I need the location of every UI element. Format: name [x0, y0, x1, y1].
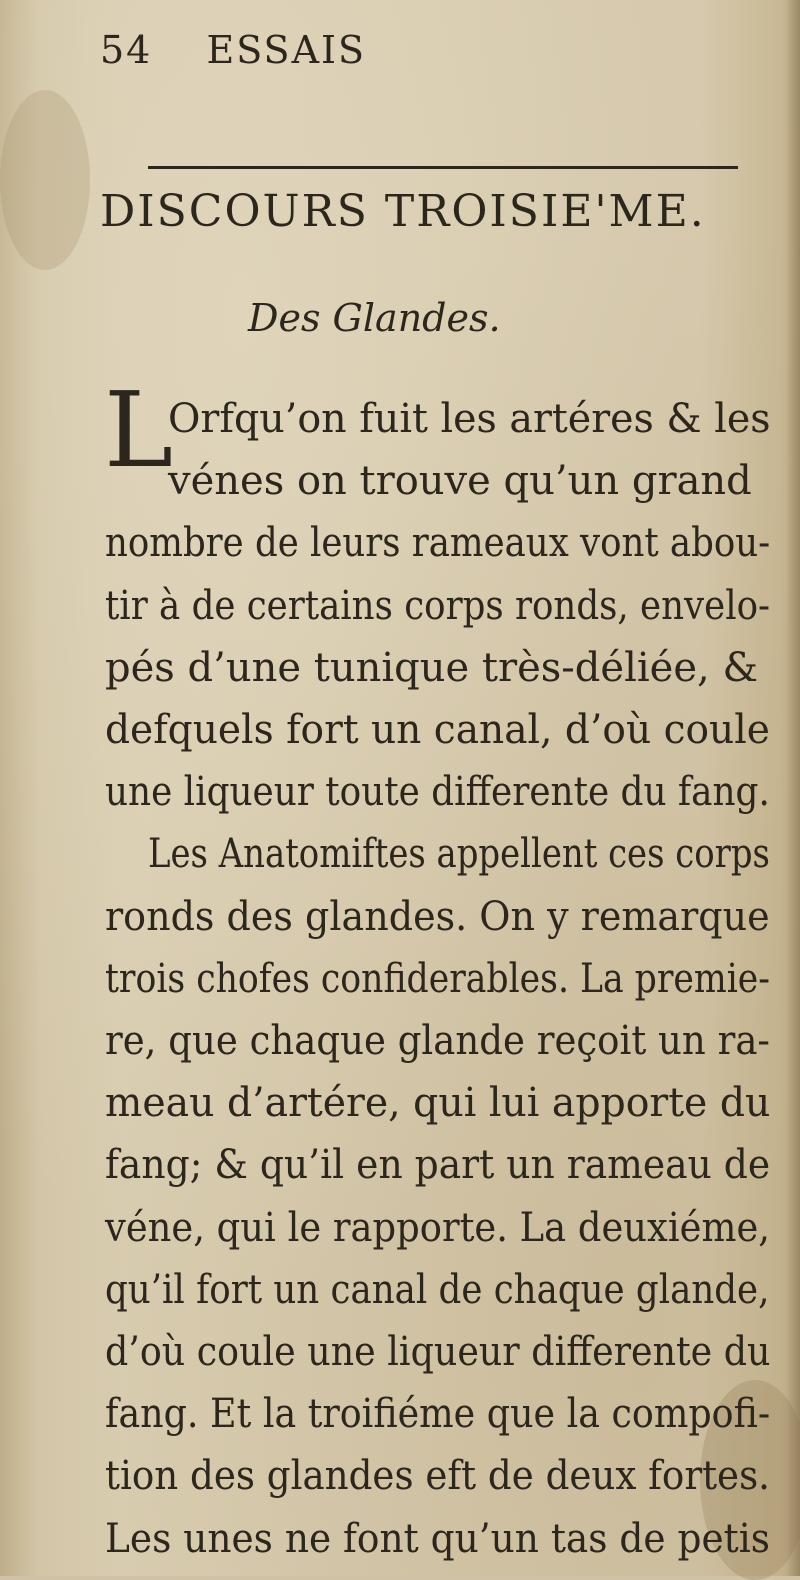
body-line: tion des glandes eft de deux fortes. [105, 1453, 770, 1500]
body-line: re, que chaque glande reçoit un ra- [105, 1018, 770, 1064]
body-line: fang. Et la troifiéme que la compofi- [105, 1391, 771, 1438]
drop-cap: L [104, 369, 174, 491]
page-edge-shadow [786, 0, 800, 1576]
body-line: une liqueur toute differente du fang. [105, 769, 770, 816]
body-line: pés d’une tunique très-déliée, & [105, 644, 759, 691]
body-line: ronds des glandes. On y remarque [105, 893, 770, 940]
body-line: d’où coule une liqueur differente du [105, 1329, 771, 1375]
body-line: Les Anatomiftes appellent ces corps [148, 831, 770, 878]
running-head [100, 28, 366, 72]
header-rule [148, 166, 738, 169]
chapter-subtitle: Des Glandes. [248, 296, 501, 340]
body-line: trois chofes confiderables. La premie- [105, 955, 771, 1002]
page-number: 54 [100, 28, 153, 72]
body-line: tir à de certains corps ronds, envelo- [105, 582, 771, 629]
body-line: meau d’artére, qui lui apporte du [105, 1080, 771, 1127]
body-line: Les unes ne font qu’un tas de petis [105, 1515, 770, 1562]
chapter-title: DISCOURS TROISIE'ME. [100, 186, 706, 237]
body-line: véne, qui le rapporte. La deuxiéme, [105, 1204, 770, 1251]
body-line: qu’il fort un canal de chaque glande, [105, 1266, 770, 1313]
body-line: nombre de leurs rameaux vont abou- [105, 520, 771, 567]
body-line: fang; & qu’il en part un rameau de [105, 1142, 771, 1189]
paper-stain [0, 90, 90, 270]
body-line: defquels fort un canal, d’où coule [105, 707, 770, 753]
running-title: ESSAIS [206, 28, 367, 72]
body-line: Orfqu’on fuit les artéres & les [168, 396, 771, 442]
body-line: vénes on trouve qu’un grand [168, 458, 752, 505]
